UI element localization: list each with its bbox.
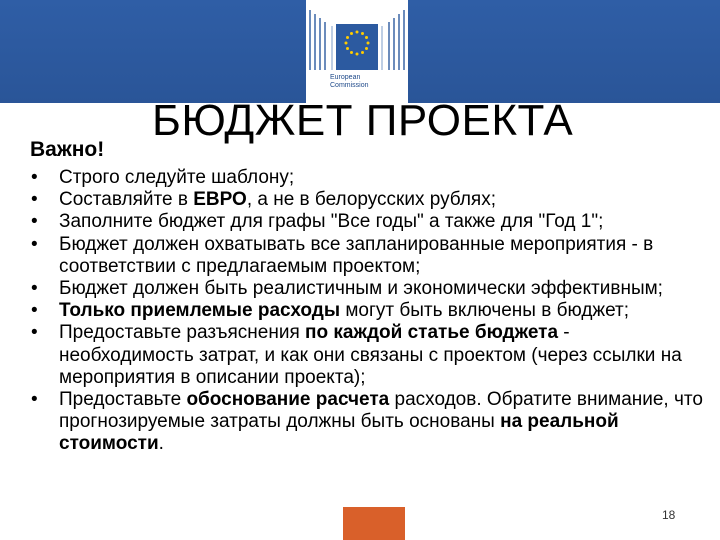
bullet-text: . <box>158 433 164 455</box>
bullet-text: Предоставьте <box>59 389 187 411</box>
slide-title: БЮДЖЕТ ПРОЕКТА <box>152 96 574 145</box>
logo-line-1: European <box>330 74 361 81</box>
page-number: 18 <box>662 508 676 522</box>
bullet-text: , а не в белорусских рублях; <box>246 189 496 211</box>
bullet-text: Заполните бюджет для графы "Все годы" а также для "Год 1"; <box>59 211 604 233</box>
bullet-item <box>28 234 708 278</box>
bullet-list <box>28 167 708 456</box>
bullet-text: расходов. Обратите внимание, что прогнозируемые затраты должны быть основаны <box>59 389 703 433</box>
bullet-text: могут быть включены в бюджет; <box>340 300 630 322</box>
bullet-item <box>28 389 708 456</box>
bullet-item <box>28 300 708 322</box>
bullet-item <box>28 322 708 389</box>
bullet-bold-text: по каждой статье бюджета <box>305 322 559 344</box>
bullet-bold-text: на реальной стоимости <box>59 411 619 455</box>
bullet-text: Строго следуйте шаблону; <box>59 167 295 188</box>
bullet-bold-text: ЕВРО <box>193 189 247 211</box>
bullet-text: - необходимость затрат, и как они связаны с проектом (через ссылки на мероприятия в описании проекта); <box>59 322 682 388</box>
logo-line-2: Commission <box>330 82 369 89</box>
bullet-item <box>28 278 708 300</box>
bullet-text: Предоставьте разъяснения <box>59 322 306 344</box>
important-label: Важно! <box>30 138 105 161</box>
bullet-text: Составляйте в <box>59 189 194 211</box>
bullet-bold-text: Только приемлемые расходы <box>59 300 341 322</box>
bullet-text: Бюджет должен быть реалистичным и экономически эффективным; <box>59 278 663 300</box>
bullet-text: Бюджет должен охватывать все запланированные мероприятия - в соответствии с предлагаемым проектом; <box>59 233 654 277</box>
bullet-bold-text: обоснование расчета <box>186 389 390 411</box>
bullet-item <box>28 189 708 211</box>
bullet-item <box>28 167 708 189</box>
bullet-item <box>28 211 708 233</box>
logo-text <box>330 74 390 90</box>
footer-badge <box>343 507 405 540</box>
